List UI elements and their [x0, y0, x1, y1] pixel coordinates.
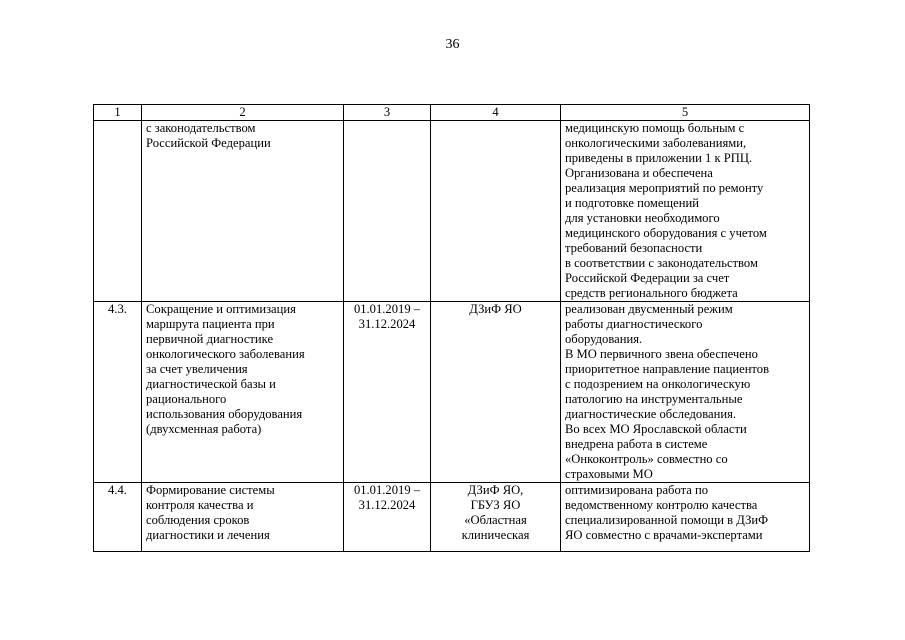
- period-cell: [344, 121, 431, 302]
- table-row: [94, 483, 810, 552]
- page-number: 36: [445, 37, 460, 52]
- measure-cell: [142, 483, 344, 552]
- measure-cell: Сокращение и оптимизация маршрута пациента при первичной диагностике онкологического заболевания за счет увеличения диагностической базы и рационального использования оборудования (двухсменная работа): [142, 302, 344, 483]
- result-cell: реализован двусменный режим работы диагностического оборудования. В МО первичного звена обеспечено приоритетное направление пациентов с подозрением на онкологическую патологию на инструментальные диагностические обследования. Во всех МО Ярославской области внедрена работа в системе «Онкоконтроль» совместно со страховыми МО: [561, 302, 810, 483]
- header-cell-1: 1: [94, 105, 142, 121]
- measure-cell: с законодательством Российской Федерации: [142, 121, 344, 302]
- result-cell: [561, 483, 810, 552]
- table-header-row: [94, 105, 810, 121]
- executor-cell: [431, 121, 561, 302]
- result-text: оптимизирована работа по ведомственному контролю качества специализированной помощи в ДЗиФ ЯО совместно с врачами-экспертами: [565, 483, 769, 542]
- executor-text: ДЗиФ ЯО, ГБУЗ ЯО «Областная клиническая: [461, 483, 530, 542]
- header-cell-5: 5: [561, 105, 810, 121]
- header-cell-3: 3: [344, 105, 431, 121]
- period-cell: 01.01.2019 – 31.12.2024: [344, 302, 431, 483]
- measure-text: Формирование системы контроля качества и соблюдения сроков диагностики и лечения: [146, 483, 275, 542]
- row-number-cell: [94, 121, 142, 302]
- header-cell-4: 4: [431, 105, 561, 121]
- measures-table: [93, 104, 810, 552]
- row-number-cell: 4.3.: [94, 302, 142, 483]
- row-number-text: 4.4.: [108, 483, 127, 497]
- table-row: [94, 121, 810, 302]
- period-text: 01.01.2019 – 31.12.2024: [353, 483, 421, 512]
- executor-cell: [431, 483, 561, 552]
- row-number-cell: [94, 483, 142, 552]
- header-cell-2: 2: [142, 105, 344, 121]
- period-cell: [344, 483, 431, 552]
- executor-cell: ДЗиФ ЯО: [431, 302, 561, 483]
- table-row: [94, 302, 810, 483]
- result-cell: медицинскую помощь больным с онкологическими заболеваниями, приведены в приложении 1 к РПЦ. Организована и обеспечена реализация мероприятий по ремонту и подготовке помещений для установки необходимого медицинского оборудования с учетом требований безопасности в соответствии с законодательством Российской Федерации за счет средств регионального бюджета: [561, 121, 810, 302]
